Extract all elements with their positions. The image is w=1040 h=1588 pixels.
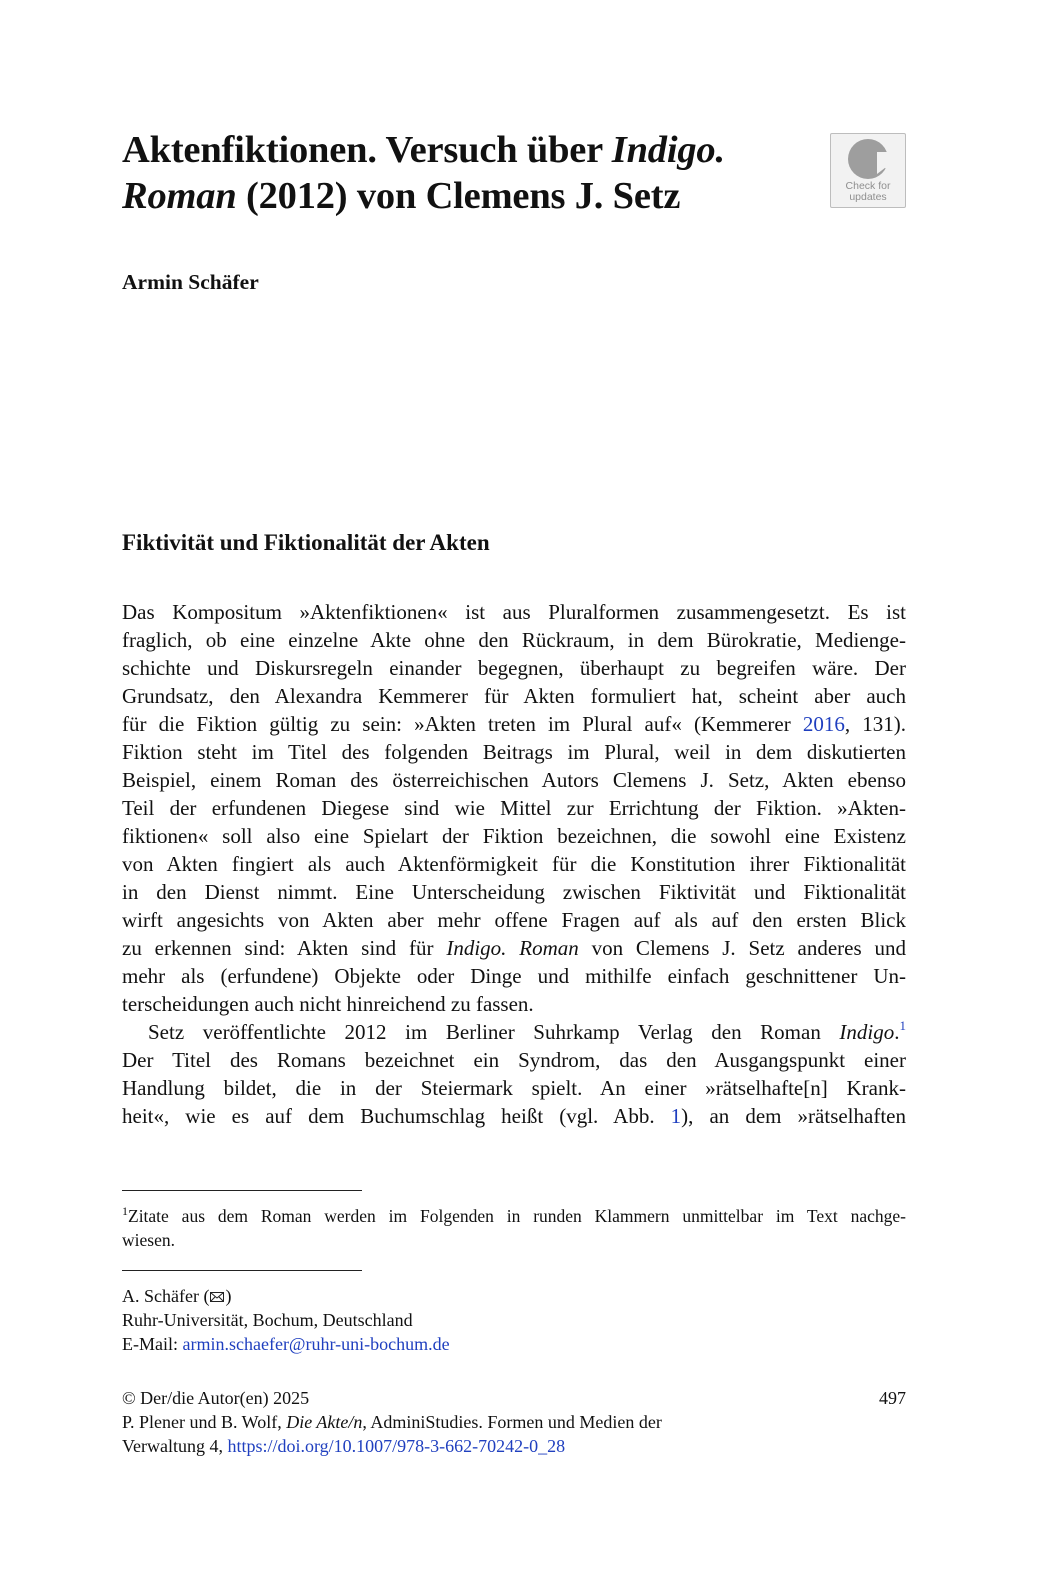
email-link[interactable]: armin.schaefer@ruhr-uni-bochum.de [182,1334,450,1354]
body-line: terscheidungen auch nicht hinreichend zu fassen. [122,992,534,1016]
title-line1-italic: Indigo. [611,129,725,171]
section-heading: Fiktivität und Fiktionalität der Akten [122,530,490,555]
body-line: Der Titel des Romans bezeichnet ein Syndrom, das den Ausgangspunkt einer [122,1048,906,1072]
figure-link-1[interactable]: 1 [670,1104,682,1128]
footnote-line: $^1$Zitate aus dem Roman werden im Folgenden in runden Klammern unmittelbar im Text nachge- [122,1204,906,1226]
body-line: Fiktion steht im Titel des folgenden Beitrags im Plural, weil in dem diskutierten [122,740,906,764]
copyright-notice: © Der/die Autor(en) 2025 [122,1388,310,1408]
body-line: schichte und Diskursregeln einander begegnen, überhaupt zu begreifen wäre. Der [122,656,906,680]
citation-line: P. Plener und B. Wolf, Die Akte/n, AdminiStudies. Formen und Medien der [122,1412,662,1432]
body-line: wirft angesichts von Akten aber mehr offene Fragen auf als auf den ersten Blick [122,908,906,932]
citation-link-2016[interactable]: 2016 [802,712,845,736]
badge-line1: Check for [845,180,891,192]
body-line: von Akten fingiert als auch Aktenförmigkeit für die Konstitution ihrer Fiktionalität [122,852,906,876]
affiliation-institution: Ruhr-Universität, Bochum, Deutschland [122,1310,413,1330]
body-line: zu erkennen sind: Akten sind für Indigo. Roman von Clemens J. Setz anderes und [122,936,906,960]
body-line: fiktionen« soll also eine Spielart der Fiktion bezeichnen, die sowohl eine Existenz [122,824,906,848]
body-line: Teil der erfundenen Diegese sind wie Mittel zur Errichtung der Fiktion. »Akten- [122,796,906,820]
citation-line: Verwaltung 4, https://doi.org/10.1007/978-3-662-70242-0_28 [122,1436,566,1456]
title-line2-italic: Roman [122,175,237,217]
body-line: in den Dienst nimmt. Eine Unterscheidung zwischen Fiktivität und Fiktionalität [122,880,906,904]
body-line: Das Kompositum »Aktenfiktionen« ist aus Pluralformen zusammengesetzt. Es ist [122,600,906,624]
bookmark-icon [848,139,888,179]
body-line: heit«, wie es auf dem Buchumschlag heißt (vgl. Abb. 1), an dem »rätselhaften [122,1104,906,1128]
body-line: für die Fiktion gültig zu sein: »Akten treten im Plural auf« (Kemmerer 2016, 131). [122,712,906,736]
affiliation-name: A. Schäfer ( ) [122,1286,232,1306]
chapter-title [122,127,802,219]
title-line1-prefix: Aktenfiktionen. Versuch über [122,129,612,171]
page-number: 497 [879,1388,906,1408]
body-line: Grundsatz, den Alexandra Kemmerer für Akten formuliert hat, scheint aber auch [122,684,906,708]
footnote-number: 1 [122,1204,128,1218]
envelope-icon[interactable] [210,1292,224,1302]
footnote-divider [122,1190,362,1191]
affiliation-divider [122,1270,362,1271]
body-line: fraglich, ob eine einzelne Akte ohne den Rückraum, in dem Bürokratie, Medienge- [122,628,906,652]
doi-link[interactable]: https://doi.org/10.1007/978-3-662-70242-0_28 [227,1436,566,1456]
affiliation-email: E-Mail: armin.schaefer@ruhr-uni-bochum.de [122,1334,450,1354]
check-for-updates-badge[interactable] [830,133,906,208]
badge-line2: updates [849,191,887,203]
title-line2-suffix: (2012) von Clemens J. Setz [236,175,681,217]
body-line: Setz veröffentlichte 2012 im Berliner Suhrkamp Verlag den Roman Indigo.$^1$ [148,1018,906,1044]
footnote-line: wiesen. [122,1230,175,1250]
body-line: Beispiel, einem Roman des österreichischen Autors Clemens J. Setz, Akten ebenso [122,768,906,792]
body-line: Handlung bildet, die in der Steiermark spielt. An einer »rätselhafte[n] Krank- [122,1076,906,1100]
author-name: Armin Schäfer [122,270,259,294]
body-line: mehr als (erfundene) Objekte oder Dinge und mithilfe einfach geschnittener Un- [122,964,906,988]
footnote-ref-1[interactable]: 1 [899,1018,906,1033]
